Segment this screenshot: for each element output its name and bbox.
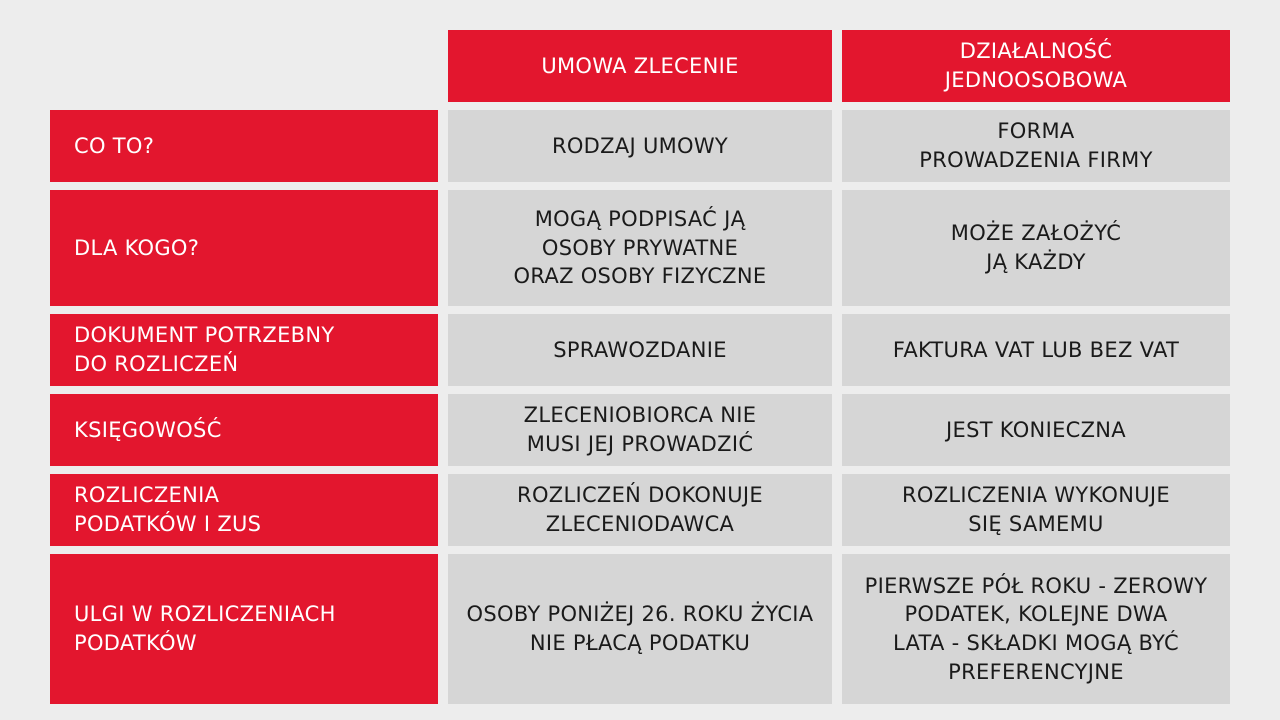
row-label-dokument (50, 314, 438, 386)
table-cell-umowa (448, 190, 832, 306)
cell-text: JEST KONIECZNA (946, 417, 1126, 442)
table-cell-dzialalnosc (842, 314, 1230, 386)
table-cell-umowa (448, 474, 832, 546)
row-label-text: DLA KOGO? (74, 235, 200, 260)
cell-text: ZLECENIOBIORCA NIE MUSI JEJ PROWADZIĆ (523, 403, 757, 456)
table-cell-umowa (448, 110, 832, 182)
table-cell-dzialalnosc (842, 474, 1230, 546)
cell-text: FORMA PROWADZENIA FIRMY (919, 119, 1153, 172)
column-header-label: DZIAŁALNOŚĆ JEDNOOSOBOWA (944, 39, 1128, 92)
table-cell-dzialalnosc (842, 394, 1230, 466)
table-cell-dzialalnosc (842, 554, 1230, 704)
comparison-table (50, 30, 1231, 710)
row-label-text: ROZLICZENIA PODATKÓW I ZUS (74, 483, 262, 536)
row-label-ksiegowosc (50, 394, 438, 466)
cell-text: OSOBY PONIŻEJ 26. ROKU ŻYCIA NIE PŁACĄ PODATKU (466, 602, 814, 655)
column-header-label: UMOWA ZLECENIE (541, 53, 739, 78)
row-label-dla-kogo (50, 190, 438, 306)
cell-text: MOŻE ZAŁOŻYĆ JĄ KAŻDY (950, 221, 1122, 274)
cell-text: MOGĄ PODPISAĆ JĄ OSOBY PRYWATNE ORAZ OSOBY FIZYCZNE (513, 207, 767, 289)
row-label-rozliczenia (50, 474, 438, 546)
row-label-ulgi (50, 554, 438, 704)
table-cell-umowa (448, 394, 832, 466)
row-label-text: KSIĘGOWOŚĆ (74, 417, 222, 442)
table-cell-umowa (448, 314, 832, 386)
cell-text: FAKTURA VAT LUB BEZ VAT (892, 337, 1180, 362)
cell-text: PIERWSZE PÓŁ ROKU - ZEROWY PODATEK, KOLEJNE DWA LATA - SKŁADKI MOGĄ BYĆ PREFERENCYJNE (864, 573, 1208, 684)
row-label-text: CO TO? (74, 133, 155, 158)
cell-text: RODZAJ UMOWY (551, 133, 729, 158)
table-corner (50, 30, 438, 102)
cell-text: ROZLICZEŃ DOKONUJE ZLECENIODAWCA (517, 483, 763, 536)
row-label-text: DOKUMENT POTRZEBNY DO ROZLICZEŃ (74, 323, 335, 376)
cell-text: ROZLICZENIA WYKONUJE SIĘ SAMEMU (902, 483, 1170, 536)
column-header-umowa-zlecenie (448, 30, 832, 102)
row-label-co-to (50, 110, 438, 182)
row-label-text: ULGI W ROZLICZENIACH PODATKÓW (74, 602, 336, 655)
table-cell-dzialalnosc (842, 190, 1230, 306)
cell-text: SPRAWOZDANIE (553, 337, 727, 362)
table-cell-dzialalnosc (842, 110, 1230, 182)
column-header-dzialalnosc (842, 30, 1230, 102)
table-cell-umowa (448, 554, 832, 704)
